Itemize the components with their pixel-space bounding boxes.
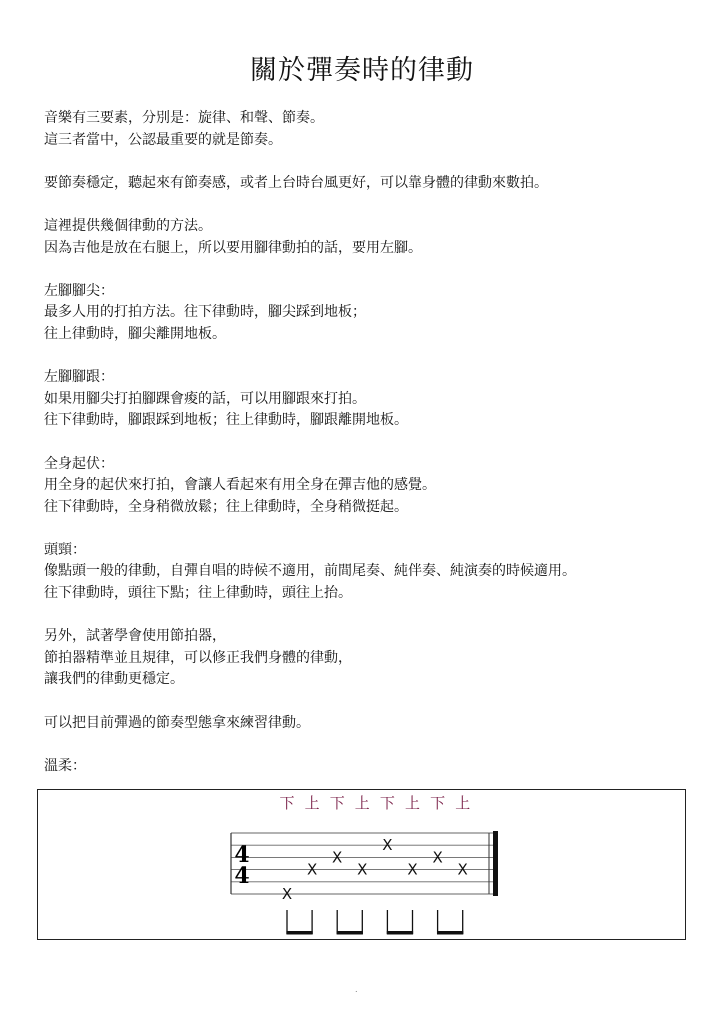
rhythm-beam	[437, 931, 463, 935]
text-line: 溫柔：	[44, 757, 86, 774]
time-signature-top: 4	[234, 842, 250, 868]
text-line: 全身起伏：	[44, 455, 114, 472]
strum-hit-mark: X	[357, 860, 368, 879]
text-line: 因為吉他是放在右腿上，所以要用腳律動拍的話，要用左腳。	[44, 239, 422, 256]
strum-direction-label: 上	[404, 794, 421, 812]
page-title: 關於彈奏時的律動	[250, 55, 474, 86]
paragraph-gap	[44, 346, 684, 368]
text-line: 這裡提供幾個律動的方法。	[44, 217, 212, 234]
rhythm-beam	[286, 931, 312, 935]
text-line: 往下律動時，全身稍微放鬆；往上律動時，全身稍微挺起。	[44, 498, 408, 515]
text-line: 左腳腳尖：	[44, 282, 114, 299]
rhythm-beam	[337, 931, 363, 935]
paragraph-gap	[44, 194, 684, 216]
text-line: 往下律動時，頭往下點；往上律動時，頭往上抬。	[44, 585, 352, 602]
strum-direction-label: 上	[304, 794, 320, 812]
text-line: 像點頭一般的律動，自彈自唱的時候不適用，前間尾奏、純伴奏、純演奏的時候適用。	[44, 563, 576, 580]
text-line: 要節奏穩定，聽起來有節奏感，或者上台時台風更好，可以靠身體的律動來數拍。	[44, 174, 548, 191]
paragraph-gap	[44, 605, 684, 627]
text-line: 節拍器精準並且規律，可以修正我們身體的律動，	[44, 649, 352, 666]
text-line: 往上律動時，腳尖離開地板。	[44, 325, 226, 342]
strum-hit-mark: X	[407, 860, 418, 879]
strum-direction-label: 上	[354, 794, 370, 812]
rhythm-beam	[387, 931, 413, 935]
paragraph-gap	[44, 518, 684, 540]
text-line: 讓我們的律動更穩定。	[44, 671, 184, 688]
text-line: 左腳腳跟：	[44, 369, 114, 386]
strum-hit-mark: X	[306, 860, 318, 879]
footer-mark: .	[355, 985, 358, 994]
text-line: 如果用腳尖打拍腳踝會痠的話，可以用腳跟來打拍。	[44, 390, 366, 407]
text-line: 用全身的起伏來打拍，會讓人看起來有用全身在彈吉他的感覺。	[44, 477, 436, 494]
article-body	[44, 108, 684, 777]
strum-hit-mark: X	[382, 836, 393, 855]
rhythm-tab-box	[37, 789, 686, 940]
strum-direction-label: 下	[379, 794, 395, 812]
text-line: 可以把目前彈過的節奏型態拿來練習律動。	[44, 714, 310, 731]
strum-hit-mark: X	[432, 848, 443, 867]
text-line: 最多人用的打拍方法。往下律動時，腳尖踩到地板；	[44, 304, 366, 321]
strum-direction-label: 下	[329, 794, 345, 812]
text-line: 另外，試著學會使用節拍器，	[44, 628, 226, 645]
time-signature-bottom: 4	[234, 863, 250, 889]
paragraph-gap	[44, 432, 684, 454]
paragraph-gap	[44, 259, 684, 281]
paragraph-gap	[44, 691, 684, 713]
tab-barline-final-thick	[493, 831, 498, 896]
text-line: 音樂有三要素，分別是：旋律、和聲、節奏。	[44, 110, 324, 126]
text-line: 往下律動時，腳跟踩到地板；往上律動時，腳跟離開地板。	[44, 412, 408, 429]
strum-direction-label: 上	[455, 794, 471, 812]
strum-hit-mark: X	[281, 885, 293, 903]
text-line: 這三者當中，公認最重要的就是節奏。	[44, 131, 282, 148]
strum-direction-label: 下	[279, 794, 295, 812]
paragraph-gap	[44, 151, 684, 173]
strum-direction-label: 下	[430, 794, 446, 812]
strum-hit-mark: X	[457, 860, 468, 879]
paragraph-gap	[44, 734, 684, 756]
text-line: 頭頸：	[44, 541, 86, 558]
rhythm-tab-diagram	[38, 790, 687, 941]
strum-hit-mark: X	[332, 848, 343, 867]
